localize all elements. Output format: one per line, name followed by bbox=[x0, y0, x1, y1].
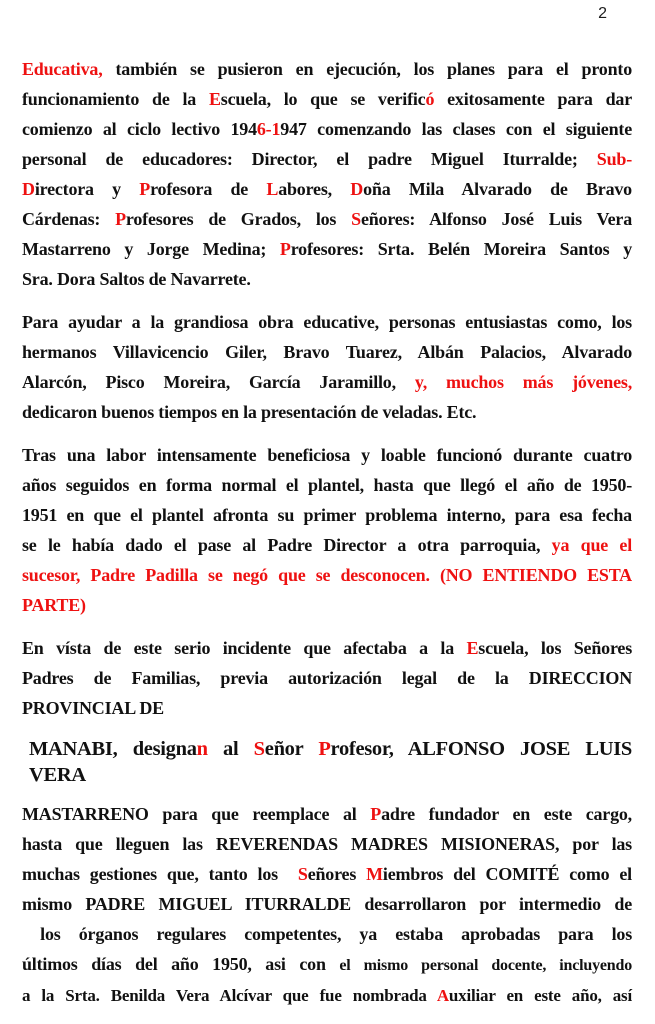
text-segment: PROVINCIAL DE bbox=[22, 698, 164, 718]
highlighted-text: y, muchos más jóvenes, bbox=[414, 372, 633, 392]
highlighted-text: P bbox=[318, 738, 331, 760]
highlighted-text: 6-1 bbox=[256, 119, 281, 139]
text-line bbox=[22, 337, 632, 367]
text-segment: VERA bbox=[29, 764, 86, 786]
highlighted-text: A bbox=[436, 986, 449, 1005]
text-line bbox=[22, 663, 632, 693]
text-segment: se le había dado el pase al Padre Director a otra parroquia, bbox=[22, 535, 552, 555]
highlighted-text: P bbox=[370, 804, 382, 824]
highlighted-text: n bbox=[196, 738, 208, 760]
text-segment: irectora y bbox=[34, 179, 140, 199]
text-segment: rofesor, ALFONSO JOSE LUIS bbox=[330, 738, 632, 760]
text-segment: Para ayudar a la grandiosa obra educative, personas entusiastas como, los bbox=[22, 312, 632, 332]
text-line bbox=[22, 174, 632, 204]
highlighted-text: P bbox=[279, 239, 291, 259]
highlighted-text: ó bbox=[425, 89, 435, 109]
text-line bbox=[22, 560, 632, 590]
text-line bbox=[22, 264, 632, 294]
text-segment: al bbox=[207, 738, 254, 760]
highlighted-text: ya que el bbox=[551, 535, 632, 555]
text-segment: rofesora de bbox=[150, 179, 267, 199]
text-segment: hasta que lleguen las REVERENDAS MADRES MISIONERAS, por las bbox=[22, 834, 632, 854]
text-segment: Tras una labor intensamente beneficiosa y loable funcionó durante cuatro bbox=[22, 445, 632, 465]
text-line bbox=[22, 889, 632, 919]
highlighted-text: S bbox=[351, 209, 361, 229]
text-segment: eñor bbox=[264, 738, 319, 760]
highlighted-text: PARTE) bbox=[22, 595, 86, 615]
text-segment: MANABI, designa bbox=[29, 738, 197, 760]
text-segment: a la Srta. Benilda Vera Alcívar que fue nombrada bbox=[22, 986, 437, 1005]
text-line bbox=[22, 204, 632, 234]
highlighted-text: Sub- bbox=[596, 149, 632, 169]
page-number: 2 bbox=[598, 5, 607, 22]
highlighted-text: D bbox=[350, 179, 364, 199]
text-line bbox=[22, 500, 632, 530]
highlighted-text: E bbox=[208, 89, 221, 109]
text-segment: el mismo personal docente, incluyendo bbox=[339, 957, 632, 974]
text-segment: Mastarreno y Jorge Medina; bbox=[22, 239, 280, 259]
text-segment: los órganos regulares competentes, ya estaba aprobadas para los bbox=[22, 924, 632, 944]
text-line bbox=[22, 633, 632, 663]
highlighted-text: Educativa, bbox=[22, 59, 103, 79]
text-segment: funcionamiento de la bbox=[22, 89, 209, 109]
highlighted-text: sucesor, Padre Padilla se negó que se desconocen. (NO ENTIENDO ESTA bbox=[22, 565, 632, 585]
text-line bbox=[29, 736, 632, 762]
highlighted-text: S bbox=[297, 864, 308, 884]
text-segment: hermanos Villavicencio Giler, Bravo Tuarez, Albán Palacios, Alvarado bbox=[22, 342, 632, 362]
text-segment: scuela, los Señores bbox=[478, 638, 633, 658]
text-segment: personal de educadores: Director, el padre Miguel Iturralde; bbox=[22, 149, 597, 169]
highlighted-text: E bbox=[466, 638, 479, 658]
text-line bbox=[22, 54, 632, 84]
text-segment: exitosamente para dar bbox=[434, 89, 632, 109]
text-line bbox=[22, 440, 632, 470]
paragraph bbox=[22, 736, 632, 788]
text-segment: dedicaron buenos tiempos en la presentación de veladas. Etc. bbox=[22, 402, 477, 422]
text-line bbox=[22, 114, 632, 144]
text-line bbox=[22, 799, 632, 829]
text-line bbox=[22, 367, 632, 397]
text-segment: adre fundador en este cargo, bbox=[381, 804, 632, 824]
text-line bbox=[22, 693, 632, 723]
text-segment: Padres de Familias, previa autorización legal de la DIRECCION bbox=[22, 668, 632, 688]
highlighted-text: D bbox=[22, 179, 35, 199]
text-segment: MASTARRENO para que reemplace al bbox=[22, 804, 371, 824]
text-segment: también se pusieron en ejecución, los planes para el pronto bbox=[102, 59, 632, 79]
text-segment: abores, bbox=[278, 179, 351, 199]
text-line bbox=[22, 859, 632, 889]
text-segment: oña Mila Alvarado de Bravo bbox=[363, 179, 632, 199]
text-segment: muchas gestiones que, tanto los bbox=[22, 864, 298, 884]
highlighted-text: L bbox=[266, 179, 279, 199]
text-segment: Cárdenas: bbox=[22, 209, 116, 229]
paragraph bbox=[22, 440, 632, 620]
highlighted-text: P bbox=[115, 209, 126, 229]
text-segment: 1951 en que el plantel afronta su primer problema interno, para esa fecha bbox=[22, 505, 632, 525]
text-line bbox=[22, 397, 632, 427]
text-line bbox=[22, 949, 632, 981]
text-segment: iembros del COMITÉ como el bbox=[382, 864, 632, 884]
paragraph bbox=[22, 54, 632, 294]
highlighted-text: M bbox=[366, 864, 383, 884]
text-line bbox=[29, 762, 632, 788]
highlighted-text: S bbox=[253, 738, 265, 760]
text-segment: comienzo al ciclo lectivo 194 bbox=[22, 119, 257, 139]
text-line bbox=[22, 84, 632, 114]
text-segment: En vísta de este serio incidente que afectaba a la bbox=[22, 638, 467, 658]
text-line bbox=[22, 919, 632, 949]
document-body bbox=[22, 54, 632, 1011]
text-segment: eñores bbox=[307, 864, 367, 884]
text-line bbox=[22, 307, 632, 337]
text-line bbox=[22, 234, 632, 264]
text-segment: Alarcón, Pisco Moreira, García Jaramillo, bbox=[22, 372, 415, 392]
text-line bbox=[22, 470, 632, 500]
highlighted-text: P bbox=[139, 179, 151, 199]
text-line bbox=[22, 981, 632, 1011]
text-segment: 947 comenzando las clases con el siguiente bbox=[280, 119, 632, 139]
paragraph bbox=[22, 799, 632, 1011]
text-segment: rofesores: Srta. Belén Moreira Santos y bbox=[290, 239, 632, 259]
text-segment: Sra. Dora Saltos de Navarrete. bbox=[22, 269, 251, 289]
text-segment: mismo PADRE MIGUEL ITURRALDE desarrollaron por intermedio de bbox=[22, 894, 632, 914]
text-line bbox=[22, 530, 632, 560]
paragraph bbox=[22, 307, 632, 427]
text-segment: rofesores de Grados, los bbox=[125, 209, 352, 229]
text-segment: últimos días del año 1950, asi con bbox=[22, 954, 340, 974]
text-segment: eñores: Alfonso José Luis Vera bbox=[360, 209, 633, 229]
text-line bbox=[22, 144, 632, 174]
text-segment: años seguidos en forma normal el plantel, hasta que llegó el año de 1950- bbox=[22, 475, 632, 495]
text-line bbox=[22, 590, 632, 620]
text-segment: uxiliar en este año, así bbox=[448, 986, 632, 1005]
text-segment: scuela, lo que se verific bbox=[220, 89, 426, 109]
paragraph bbox=[22, 633, 632, 723]
text-line bbox=[22, 829, 632, 859]
